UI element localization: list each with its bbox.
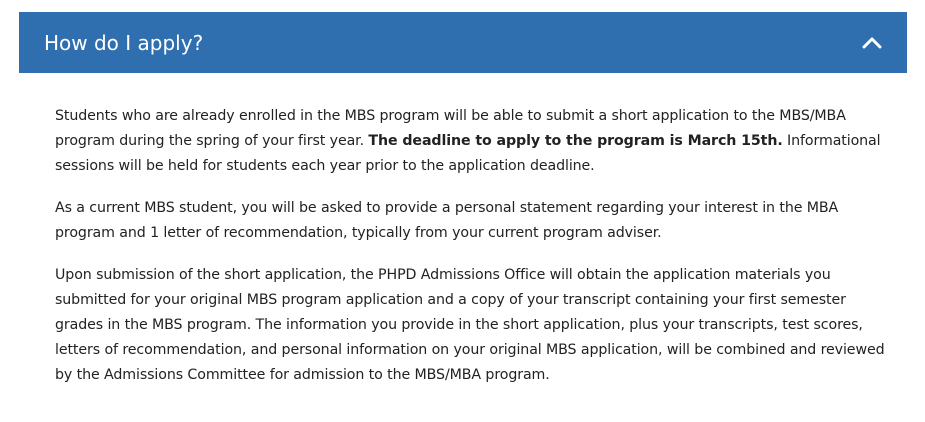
paragraph-requirements: As a current MBS student, you will be asked to provide a personal statement regarding your interest in the MBA program and 1 letter of recommendation, typically from your current program adviser. — [55, 200, 839, 241]
paragraph-deadline — [55, 104, 885, 179]
chevron-up-icon[interactable] — [861, 32, 883, 54]
deadline-highlight: The deadline to apply to the program is March 15th. — [368, 133, 783, 149]
accordion-header[interactable] — [19, 12, 907, 73]
paragraph-review: Upon submission of the short application, the PHPD Admissions Office will obtain the application materials you submitted for your original MBS program application and a copy of your transcript containing your first semester grades in the MBS program. The information you provide in the short application, plus your transcripts, test scores, letters of recommendation, and personal information on your original MBS application, will be combined and reviewed by the Admissions Committee for admission to the MBS/MBA program. — [55, 267, 885, 383]
accordion-body — [55, 104, 885, 405]
paragraph-deadline-intro: Students who are already enrolled in the MBS program will be able to submit a short application to the MBS/MBA program during the spring of your first year. — [55, 108, 846, 149]
accordion-title: How do I apply? — [44, 30, 204, 55]
paragraph-deadline-info: Informational sessions will be held for students each year prior to the application deadline. — [55, 133, 881, 174]
